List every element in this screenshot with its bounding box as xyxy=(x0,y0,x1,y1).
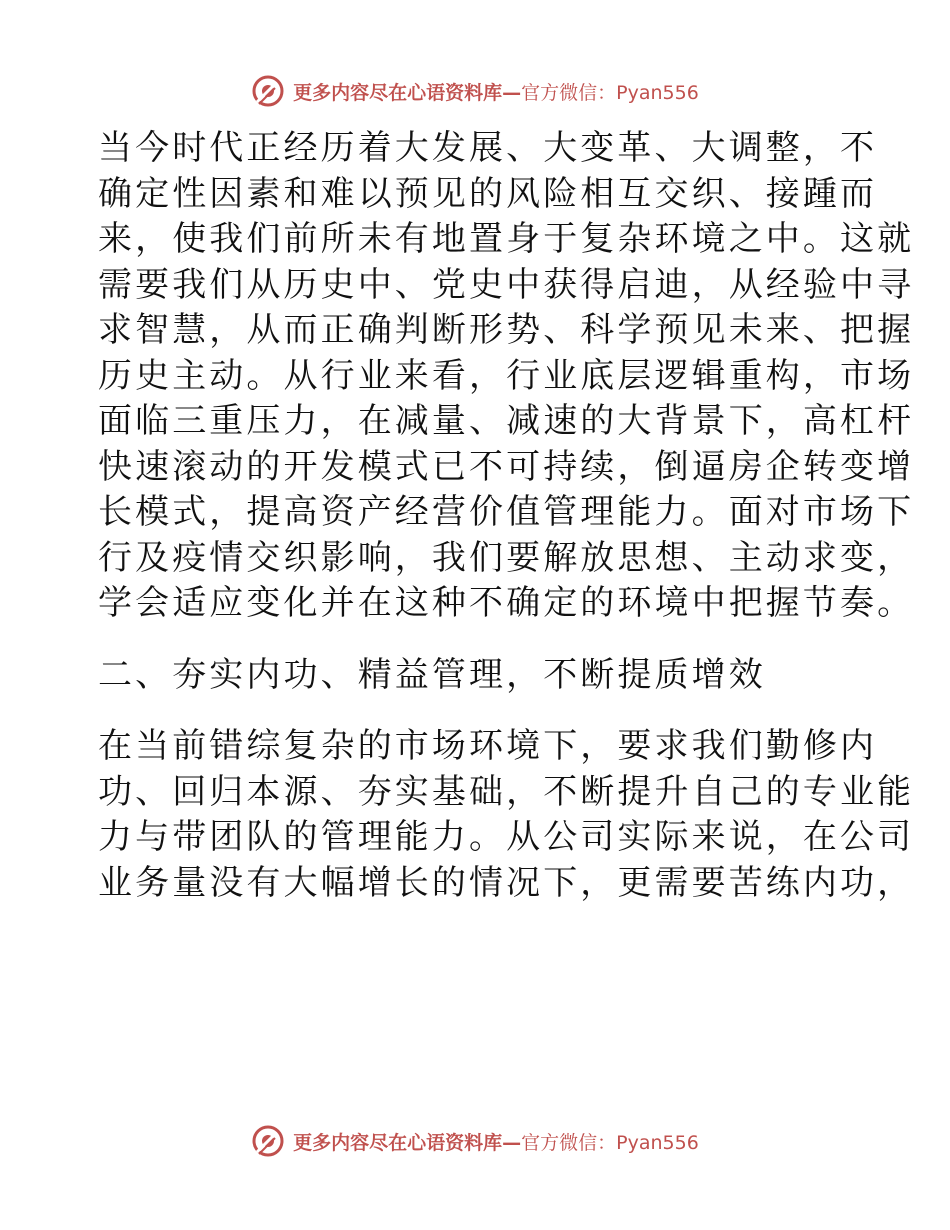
paragraph-line: 在当前错综复杂的市场环境下，要求我们勤修内 xyxy=(98,726,878,766)
section-heading: 二、夯实内功、精益管理，不断提质增效 xyxy=(98,654,766,695)
document-body xyxy=(98,126,915,906)
logo-icon xyxy=(251,1124,285,1158)
paragraph-line: 学会适应变化并在这种不确定的环境中把握节奏。 xyxy=(98,583,915,623)
paragraph-line: 需要我们从历史中、党史中获得启迪，从经验中寻 xyxy=(98,264,915,305)
paragraph-line: 长模式，提高资产经营价值管理能力。面对市场下 xyxy=(98,492,915,532)
paragraph-line: 确定性因素和难以预见的风险相互交织、接踵而 xyxy=(98,173,878,214)
paragraph-1 xyxy=(98,126,915,627)
paragraph-line: 求智慧，从而正确判断形势、科学预见未来、把握 xyxy=(98,310,915,350)
header-wechat-label: 官方微信：Pyan556 xyxy=(521,81,699,104)
paragraph-line: 面临三重压力，在减量、减速的大背景下，高杠杆 xyxy=(98,401,915,441)
footer-watermark-banner xyxy=(0,1121,950,1161)
paragraph-line: 力与带团队的管理能力。从公司实际来说，在公司 xyxy=(98,817,915,857)
paragraph-line: 历史主动。从行业来看，行业底层逻辑重构，市场 xyxy=(98,355,915,396)
paragraph-line: 快速滚动的开发模式已不可持续，倒逼房企转变增 xyxy=(98,446,915,487)
footer-wechat-label: 官方微信：Pyan556 xyxy=(521,1131,699,1154)
footer-banner-text: 更多内容尽在心语资料库—官方微信：Pyan556 xyxy=(293,1131,699,1154)
paragraph-line: 来，使我们前所未有地置身于复杂环境之中。这就 xyxy=(98,219,915,259)
paragraph-line: 业务量没有大幅增长的情况下，更需要苦练内功， xyxy=(98,862,915,903)
header-banner-text: 更多内容尽在心语资料库—官方微信：Pyan556 xyxy=(293,81,699,104)
logo-icon xyxy=(251,74,285,108)
paragraph-2 xyxy=(98,724,915,906)
paragraph-line: 功、回归本源、夯实基础，不断提升自己的专业能 xyxy=(98,771,915,812)
paragraph-line: 当今时代正经历着大发展、大变革、大调整，不 xyxy=(98,128,878,168)
header-watermark-banner xyxy=(0,71,950,111)
paragraph-line: 行及疫情交织影响，我们要解放思想、主动求变， xyxy=(98,537,915,578)
